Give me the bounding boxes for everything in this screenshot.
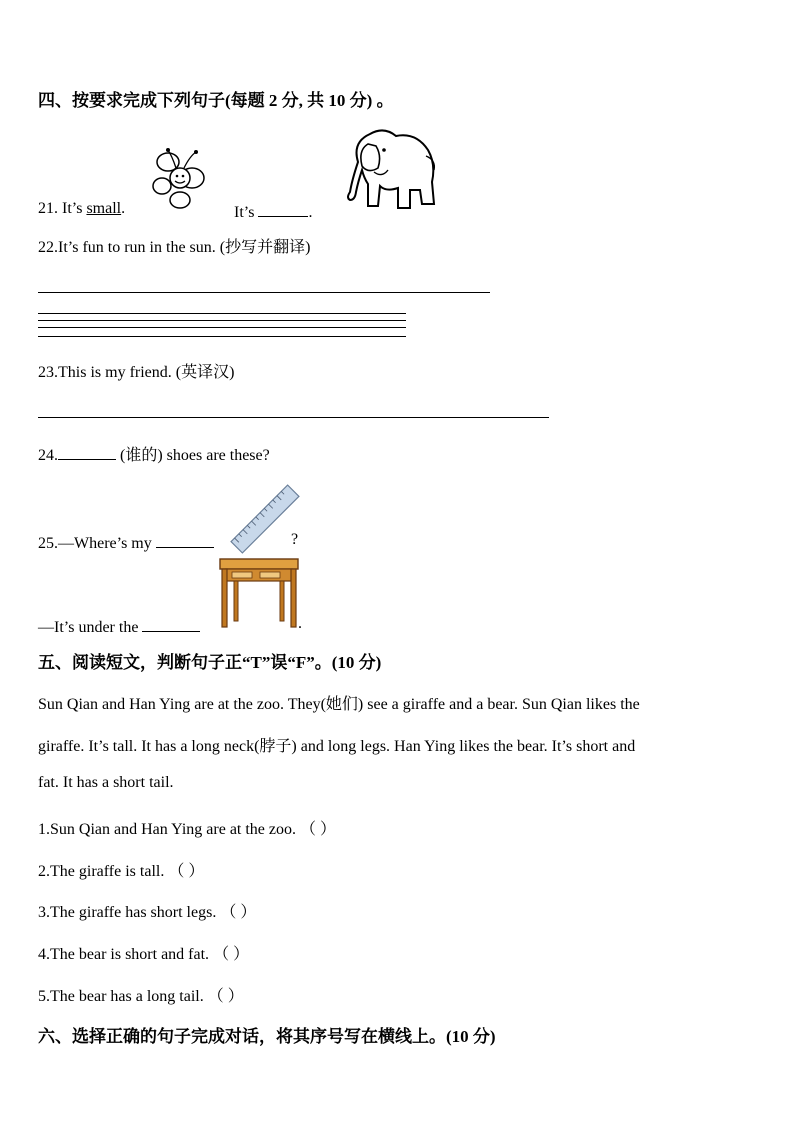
section-6-title: 六、选择正确的句子完成对话，将其序号写在横线上。(10 分): [38, 1027, 496, 1046]
question-24: 24. (谁的) shoes are these?: [38, 442, 270, 465]
answer-blank-24[interactable]: [58, 443, 116, 460]
question-21-answer: It’s .: [234, 200, 312, 222]
answer-bracket-5[interactable]: （ ）: [207, 988, 244, 1005]
tf-item-2: 2.The giraffe is tall. （ ）: [38, 863, 205, 880]
question-25-line-2: —It’s under the: [38, 615, 200, 637]
answer-blank-21[interactable]: [258, 200, 308, 217]
answer-bracket-4[interactable]: （ ）: [213, 946, 250, 963]
tf-item-3: 3.The giraffe has short legs. （ ）: [38, 904, 257, 921]
elephant-icon: [338, 122, 438, 214]
ruler-icon: [230, 484, 300, 554]
answer-bracket-1[interactable]: （ ）: [300, 821, 337, 838]
writing-line-1[interactable]: [38, 313, 406, 314]
section-4-title: 四、按要求完成下列句子(每题 2 分, 共 10 分) 。: [38, 91, 394, 110]
word-small: small: [86, 200, 122, 217]
writing-line-2[interactable]: [38, 320, 406, 321]
copy-line[interactable]: [38, 292, 490, 293]
answer-blank-25a[interactable]: [156, 531, 214, 548]
tf-item-4: 4.The bear is short and fat. （ ）: [38, 946, 250, 963]
answer-bracket-2[interactable]: （ ）: [168, 863, 205, 880]
section-5-title: 五、阅读短文，判断句子正“T”误“F”。(10 分): [38, 653, 382, 672]
question-23: 23.This is my friend. (英译汉): [38, 364, 235, 381]
question-25-mark: ?: [291, 531, 299, 548]
writing-line-4[interactable]: [38, 336, 406, 337]
writing-line-3[interactable]: [38, 327, 406, 328]
question-21: 21. It’s small.: [38, 200, 126, 217]
tf-item-1: 1.Sun Qian and Han Ying are at the zoo. （ ）: [38, 821, 337, 838]
passage-line-3: fat. It has a short tail.: [38, 774, 174, 791]
tf-item-5: 5.The bear has a long tail. （ ）: [38, 988, 244, 1005]
passage-line-1: Sun Qian and Han Ying are at the zoo. They(她们) see a giraffe and a bear. Sun Qian likes the: [38, 696, 640, 713]
passage-line-2: giraffe. It’s tall. It has a long neck(脖子) and long legs. Han Ying likes the bear. It’s short and: [38, 738, 636, 755]
answer-bracket-3[interactable]: （ ）: [220, 904, 257, 921]
answer-blank-25b[interactable]: [142, 615, 200, 632]
question-25-dot: .: [298, 615, 302, 632]
desk-icon: [218, 557, 300, 629]
question-25-line-1: 25.—Where’s my: [38, 531, 214, 553]
bee-icon: [150, 142, 210, 212]
question-22: 22.It’s fun to run in the sun. (抄写并翻译): [38, 239, 311, 256]
translation-line[interactable]: [38, 417, 549, 418]
